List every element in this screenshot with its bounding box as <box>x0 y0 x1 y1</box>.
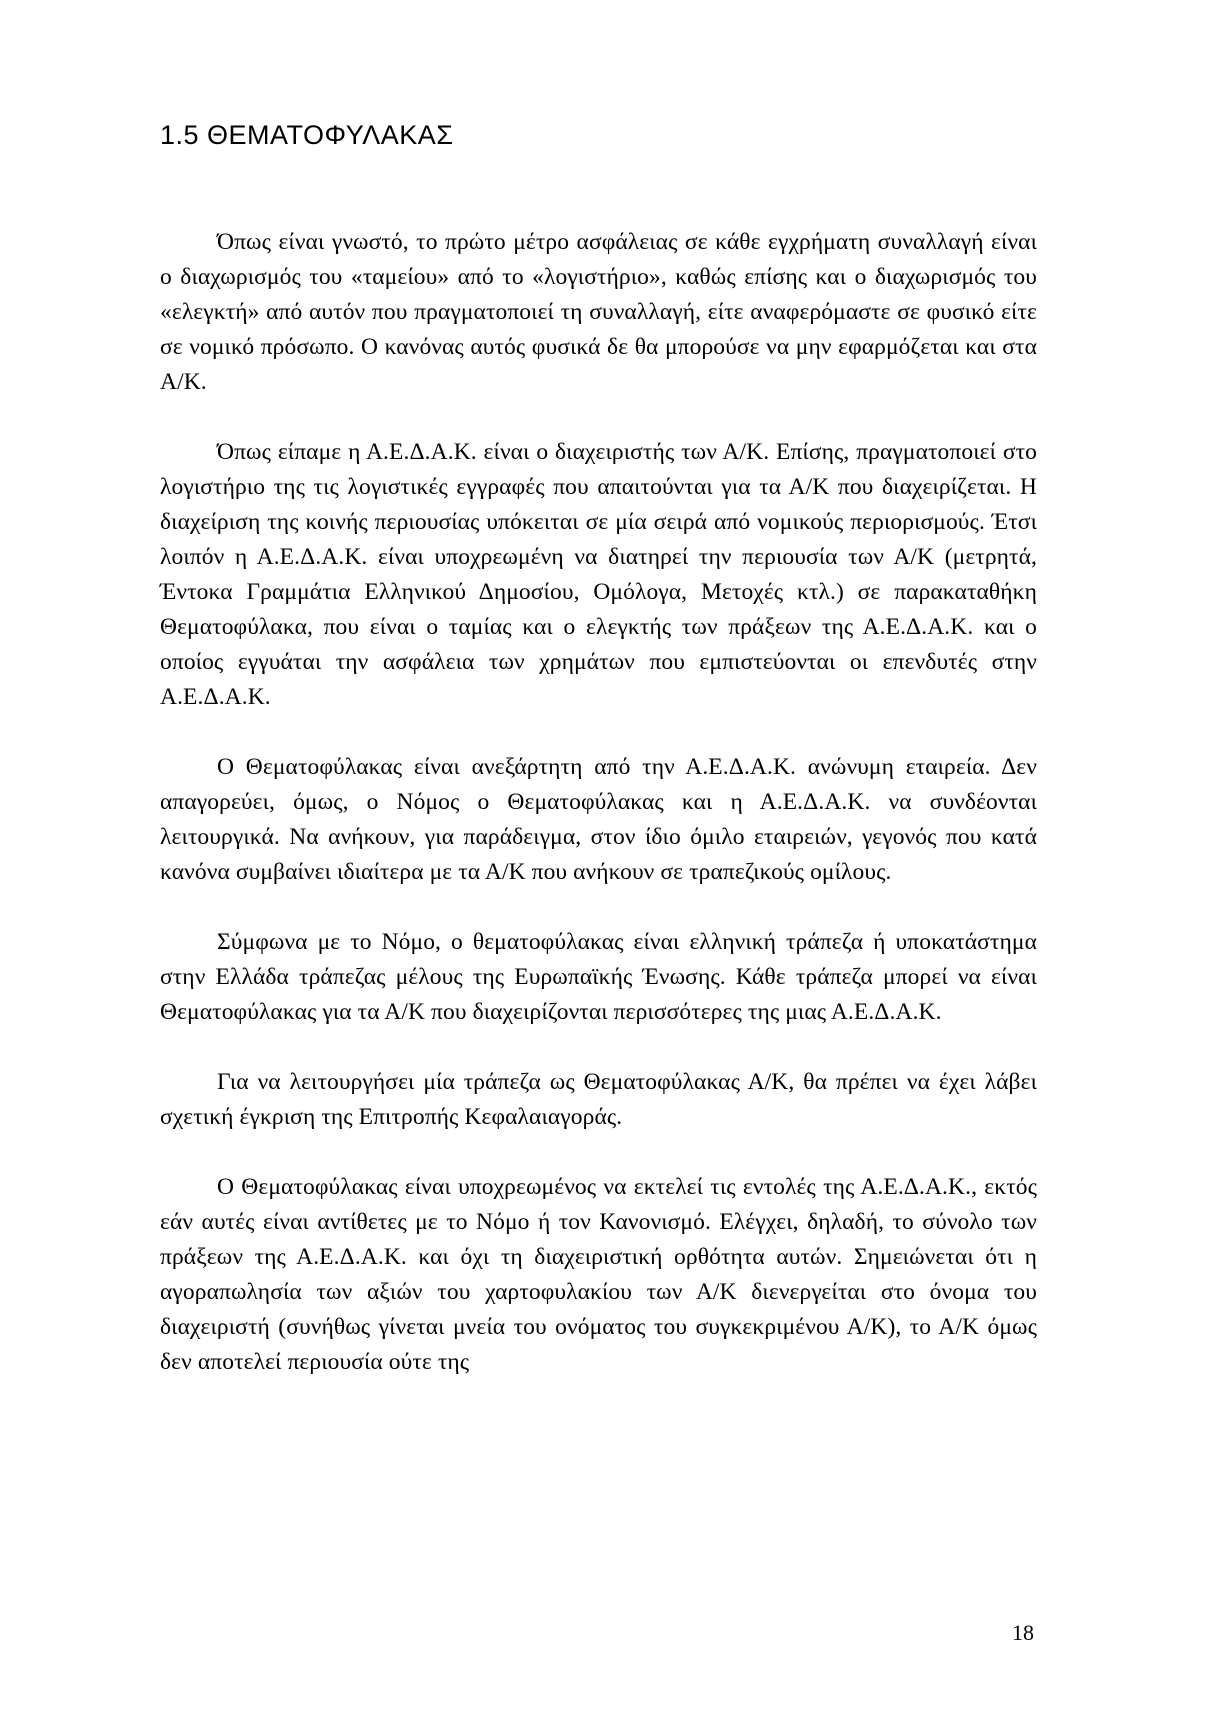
paragraph-5: Για να λειτουργήσει μία τράπεζα ως Θεματοφύλακας Α/Κ, θα πρέπει να έχει λάβει σχετική έγκριση της Επιτροπής Κεφαλαιαγοράς. <box>160 1069 1037 1130</box>
paragraph-3: Ο Θεματοφύλακας είναι ανεξάρτητη από την Α.Ε.Δ.Α.Κ. ανώνυμη εταιρεία. Δεν απαγορεύει, όμως, ο Νόμος ο Θεματοφύλακας και η Α.Ε.Δ.Α.Κ. να συνδέονται λειτουργικά. Να ανήκουν, για παράδειγμα, στον ίδιο όμιλο εταιρειών, γεγονός που κατά κανόνα συμβαίνει ιδιαίτερα με τα Α/Κ που ανήκουν σε τραπεζικούς ομίλους. <box>160 754 1037 885</box>
section-heading: 1.5 ΘΕΜΑΤΟΦΥΛΑΚΑΣ <box>160 120 454 150</box>
paragraph-6: Ο Θεματοφύλακας είναι υποχρεωμένος να εκτελεί τις εντολές της Α.Ε.Δ.Α.Κ., εκτός εάν αυτές είναι αντίθετες με το Νόμο ή τον Κανονισμό. Ελέγχει, δηλαδή, το σύνολο των πράξεων της Α.Ε.Δ.Α.Κ. και όχι τη διαχειριστική ορθότητα αυτών. Σημειώνεται ότι η αγοραπωλησία των αξιών του χαρτοφυλακίου των Α/Κ διενεργείται στο όνομα του διαχειριστή (συνήθως γίνεται μνεία του ονόματος του συγκεκριμένου Α/Κ), το Α/Κ όμως δεν αποτελεί περιουσία ούτε της <box>160 1174 1037 1375</box>
body-text <box>160 225 1037 1415</box>
paragraph-1: Όπως είναι γνωστό, το πρώτο μέτρο ασφάλειας σε κάθε εγχρήματη συναλλαγή είναι ο διαχωρισμός του «ταμείου» από το «λογιστήριο», καθώς επίσης και ο διαχωρισμός του «ελεγκτή» από αυτόν που πραγματοποιεί τη συναλλαγή, είτε αναφερόμαστε σε φυσικό είτε σε νομικό πρόσωπο. Ο κανόνας αυτός φυσικά δε θα μπορούσε να μην εφαρμόζεται και στα Α/Κ. <box>160 229 1037 395</box>
paragraph-4: Σύμφωνα με το Νόμο, ο θεματοφύλακας είναι ελληνική τράπεζα ή υποκατάστημα στην Ελλάδα τράπεζας μέλους της Ευρωπαϊκής Ένωσης. Κάθε τράπεζα μπορεί να είναι Θεματοφύλακας για τα Α/Κ που διαχειρίζονται περισσότερες της μιας Α.Ε.Δ.Α.Κ. <box>160 929 1037 1025</box>
page-number: 18 <box>1012 1620 1034 1645</box>
paragraph-2: Όπως είπαμε η Α.Ε.Δ.Α.Κ. είναι ο διαχειριστής των Α/Κ. Επίσης, πραγματοποιεί στο λογιστήριο της τις λογιστικές εγγραφές που απαιτούνται για τα Α/Κ που διαχειρίζεται. Η διαχείριση της κοινής περιουσίας υπόκειται σε μία σειρά από νομικούς περιορισμούς. Έτσι λοιπόν η Α.Ε.Δ.Α.Κ. είναι υποχρεωμένη να διατηρεί την περιουσία των Α/Κ (μετρητά, Έντοκα Γραμμάτια Ελληνικού Δημοσίου, Ομόλογα, Μετοχές κτλ.) σε παρακαταθήκη Θεματοφύλακα, που είναι ο ταμίας και ο ελεγκτής των πράξεων της Α.Ε.Δ.Α.Κ. και ο οποίος εγγυάται την ασφάλεια των χρημάτων που εμπιστεύονται οι επενδυτές στην Α.Ε.Δ.Α.Κ. <box>160 439 1037 710</box>
